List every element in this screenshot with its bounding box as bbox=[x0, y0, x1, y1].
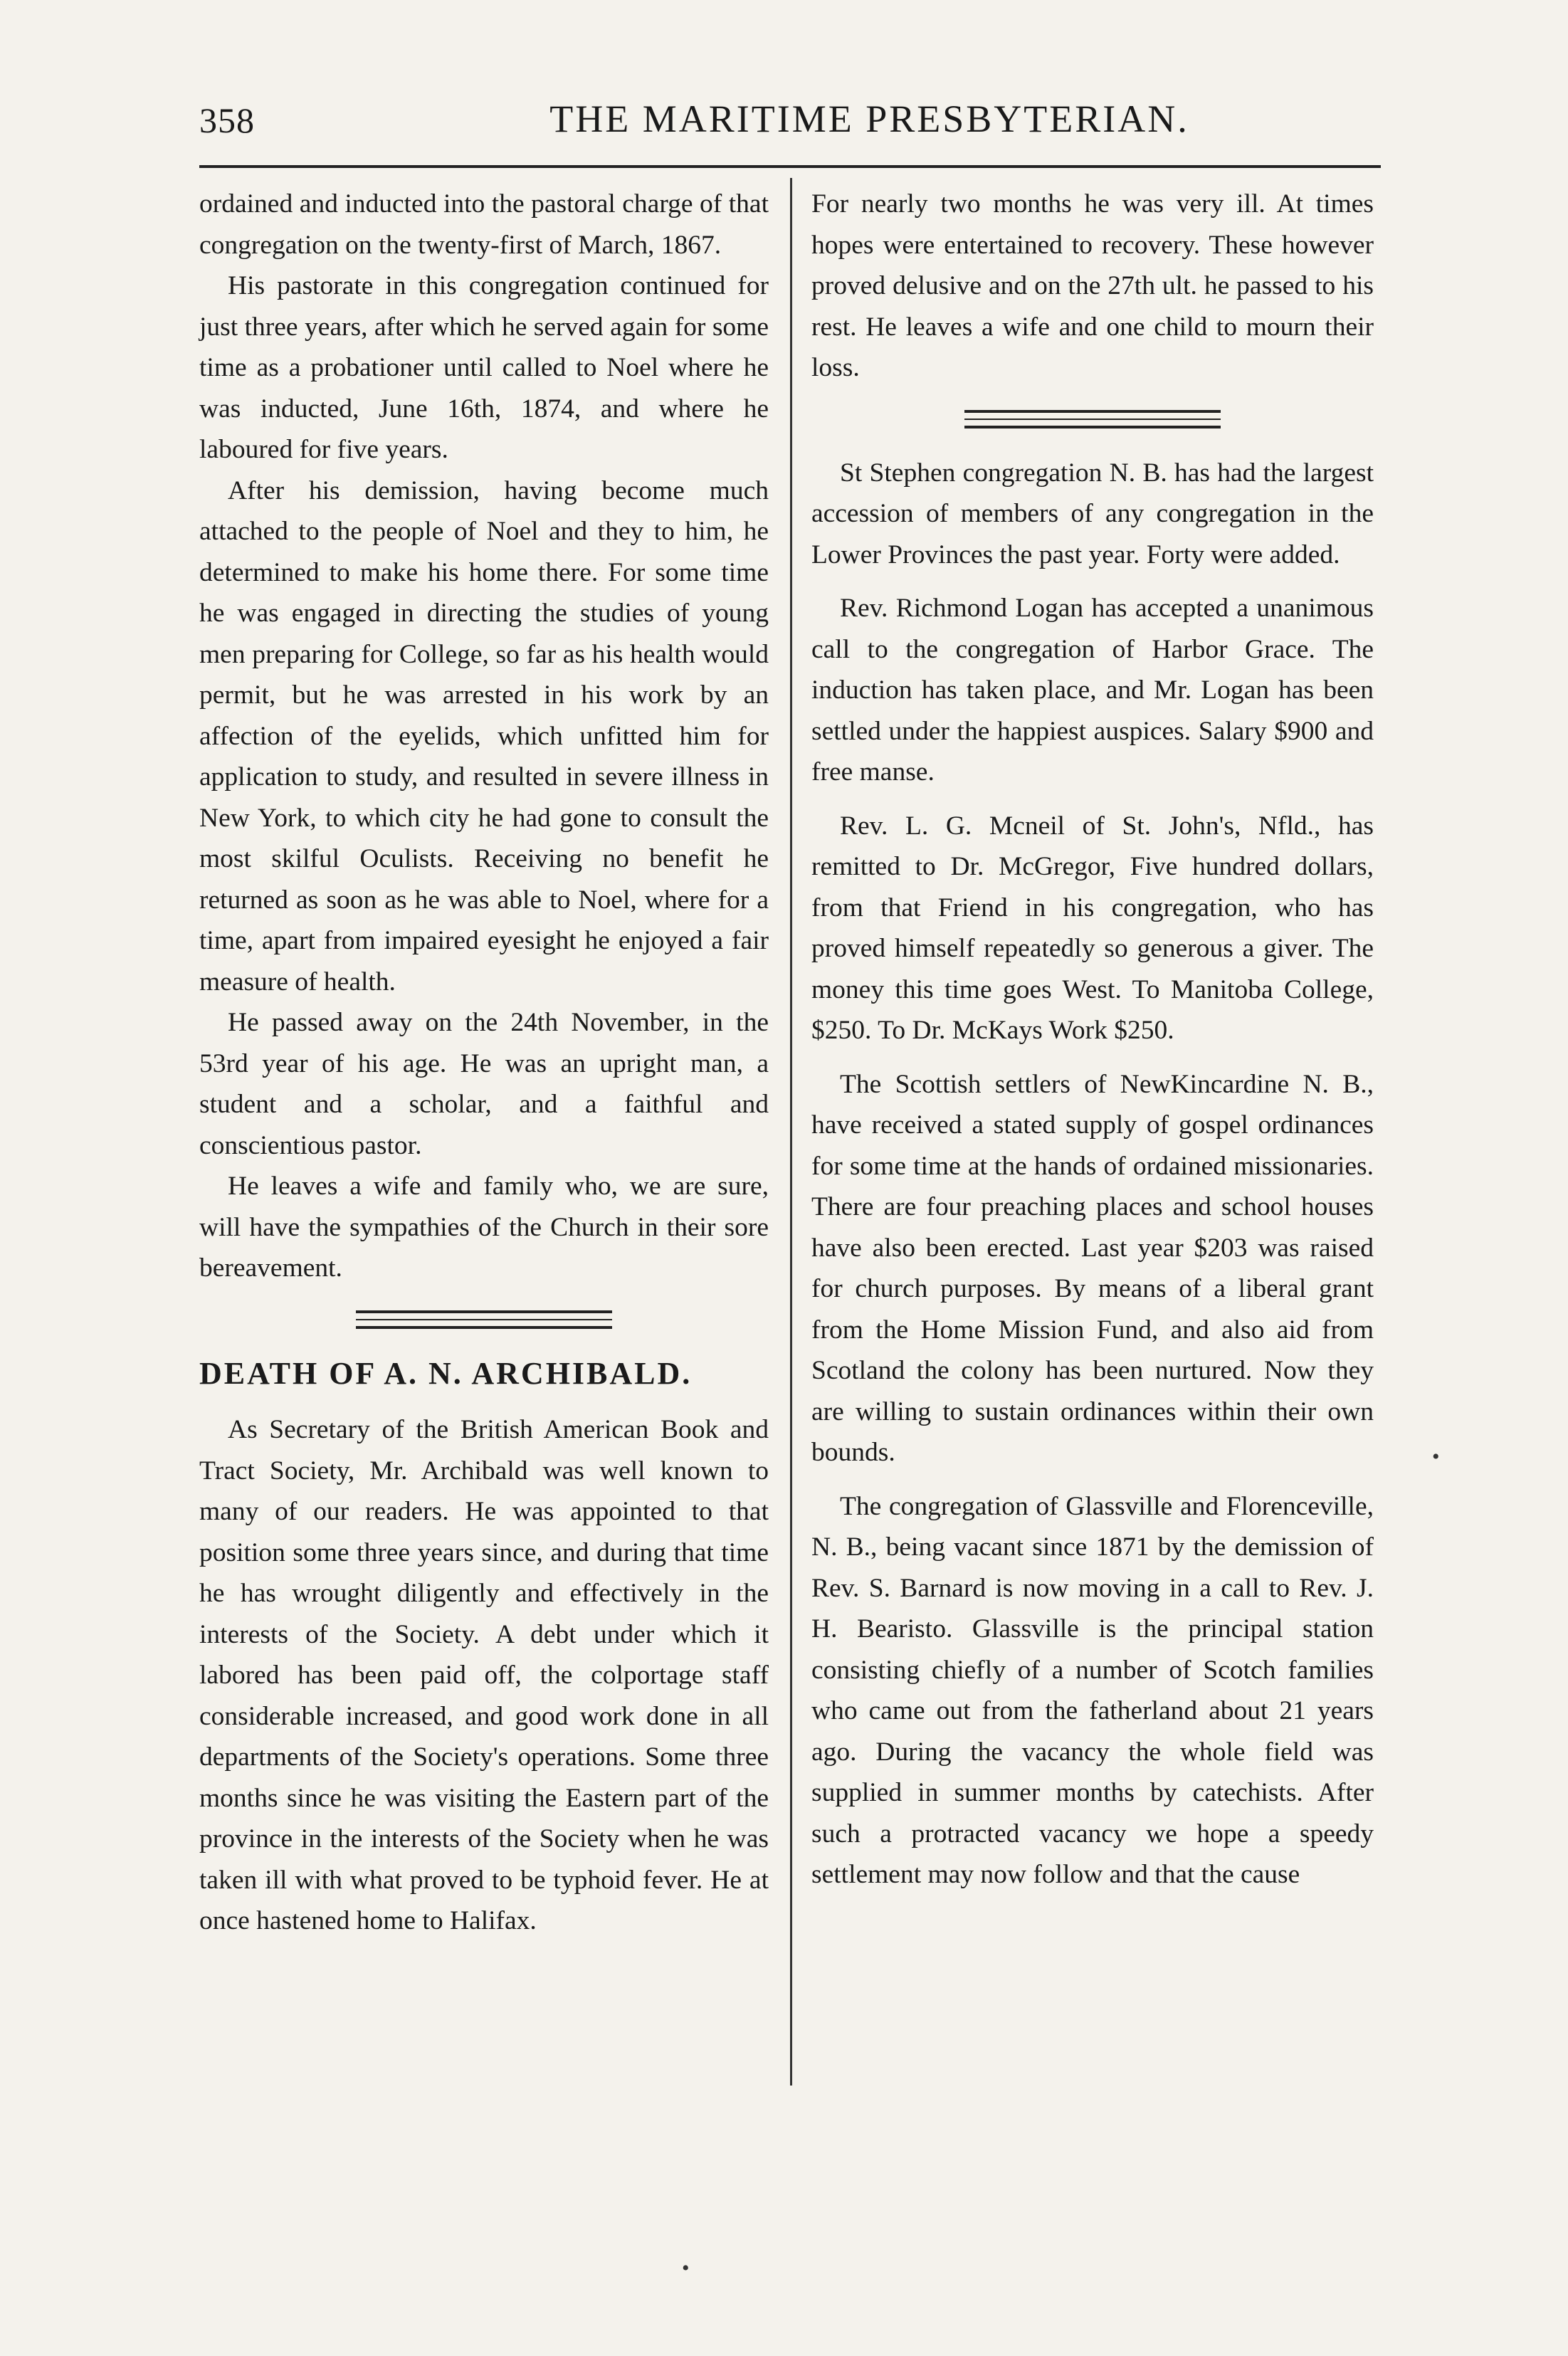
column-divider bbox=[790, 178, 792, 2086]
running-head: THE MARITIME PRESBYTERIAN. bbox=[549, 98, 1189, 140]
paragraph: His pastorate in this congregation continued for just three years, after which he served again for some time as a probationer until called to Noel where he was inducted, June 16th, 1874, and where he laboured for five years. bbox=[199, 271, 769, 464]
section-ornament bbox=[964, 410, 1221, 428]
paragraph: As Secretary of the British American Book and Tract Society, Mr. Archibald was well known to many of our readers. He was appointed to that position some three years since, and during that time he has wrought diligently and effectively in the interests of the Society. A debt under which it labored has been paid off, the colportage staff considerable increased, and good work done in all departments of the Society's operations. Some three months since he was visiting the Eastern part of the province in the interests of the Society when he was taken ill with what proved to be typhoid fever. He at once hastened home to Halifax. bbox=[199, 1415, 769, 1935]
paragraph: After his demission, having become much attached to the people of Noel and they to him, he determined to make his home there. For some time he was engaged in directing the studies of young men preparing for College, so far as his health would permit, but he was arrested in his work by an affection of the eyelids, which unfitted him for application to study, and resulted in severe illness in New York, to which city he had gone to consult the most skilful Oculists. Receiving no benefit he returned as soon as he was able to Noel, where for a time, apart from impaired eyesight he enjoyed a fair measure of health. bbox=[199, 475, 769, 996]
paragraph: The Scottish settlers of NewKincardine N. B., have received a stated supply of gospel ordinances for some time at the hands of ordained missionaries. There are four preaching places and school houses have also been erected. Last year $203 was raised for church purposes. By means of a liberal grant from the Home Mission Fund, and also aid from Scotland the colony has been nurtured. Now they are willing to sustain ordinances within their own bounds. bbox=[811, 1069, 1374, 1467]
paragraph: ordained and inducted into the pastoral charge of that congregation on the twenty-first of March, 1867. bbox=[199, 189, 769, 260]
paragraph: He passed away on the 24th November, in the 53rd year of his age. He was an upright man, a student and a scholar, and a faithful and conscientious pastor. bbox=[199, 1008, 769, 1160]
section-title: DEATH OF A. N. ARCHIBALD. bbox=[199, 1355, 693, 1391]
ink-speck: • bbox=[1432, 1445, 1440, 1468]
paragraph: The congregation of Glassville and Florenceville, N. B., being vacant since 1871 by the demission of Rev. S. Barnard is now moving in a call to Rev. J. H. Bearisto. Glassville is the principal station consisting chiefly of a number of Scotch families who came out from the fatherland about 21 years ago. During the vacancy the whole field was supplied in summer months by catechists. After such a protracted vacancy we hope a speedy settlement may now follow and that the cause bbox=[811, 1491, 1374, 1889]
page-number: 358 bbox=[199, 100, 255, 140]
paragraph: He leaves a wife and family who, we are sure, will have the sympathies of the Church in their sore bereavement. bbox=[199, 1172, 769, 1283]
paragraph: For nearly two months he was very ill. At times hopes were entertained to recovery. These however proved delusive and on the 27th ult. he passed to his rest. He leaves a wife and one child to mourn their loss. bbox=[811, 189, 1374, 382]
paragraph: Rev. Richmond Logan has accepted a unanimous call to the congregation of Harbor Grace. The induction has taken place, and Mr. Logan has been settled under the happiest auspices. Salary $900 and free manse. bbox=[811, 594, 1374, 787]
ink-speck: • bbox=[682, 2256, 690, 2280]
section-ornament bbox=[356, 1310, 612, 1329]
right-column bbox=[811, 184, 1374, 1895]
paragraph: Rev. L. G. Mcneil of St. John's, Nfld., has remitted to Dr. McGregor, Five hundred dollars, from that Friend in his congregation, who has proved himself repeatedly so generous a giver. The money this time goes West. To Manitoba College, $250. To Dr. McKays Work $250. bbox=[811, 811, 1374, 1045]
paragraph: St Stephen congregation N. B. has had the largest accession of members of any congregation in the Lower Provinces the past year. Forty were added. bbox=[811, 458, 1374, 569]
left-column bbox=[199, 184, 769, 1942]
header-rule bbox=[199, 165, 1381, 168]
